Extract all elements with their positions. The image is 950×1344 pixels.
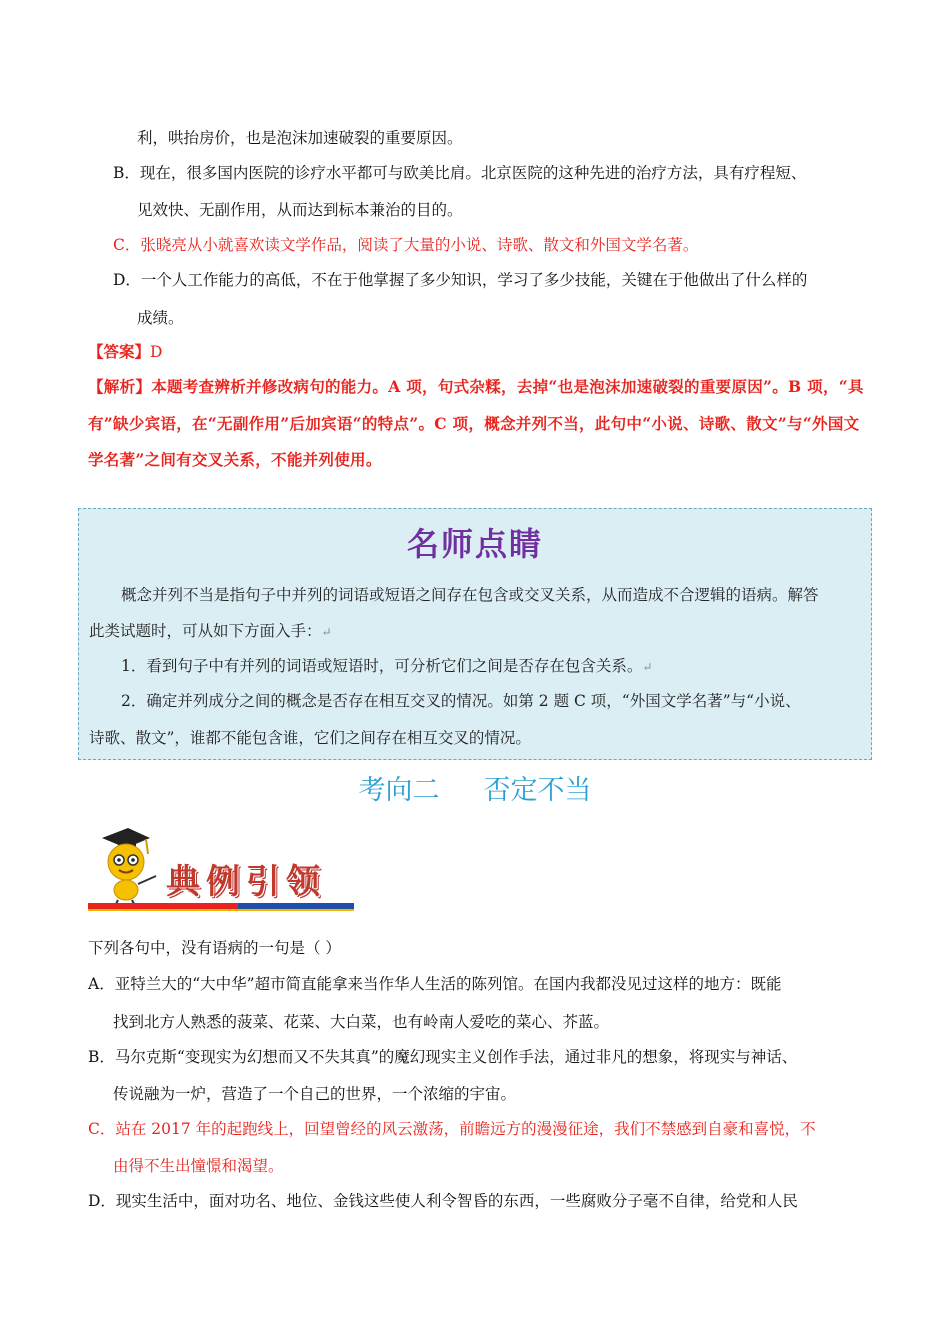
example-banner [88, 826, 354, 916]
q2-option-d-line1: D．现实生活中，面对功名、地位、金钱这些使人利令智昏的东西，一些腐败分子毫不自律，给党和人民 [88, 1192, 798, 1210]
section-heading [0, 768, 950, 807]
q1-option-b-line2: 见效快、无副作用，从而达到标本兼治的目的。 [137, 201, 463, 219]
analysis-tag: 【解析】 [88, 377, 152, 396]
q1-option-c: C．张晓亮从小就喜欢读文学作品，阅读了大量的小说、诗歌、散文和外国文学名著。 [113, 236, 699, 254]
answer-tag: 【答案】 [88, 342, 151, 361]
tip-box [78, 508, 872, 760]
q2-option-b-line1: B．马尔克斯“变现实为幻想而又不失其真”的魔幻现实主义创作手法，通过非凡的想象，将现实与神话、 [88, 1048, 798, 1066]
tip-item-2-line2: 诗歌、散文”，谁都不能包含谁，它们之间存在相互交叉的情况。 [89, 729, 531, 747]
q2-option-a-line1: A．亚特兰大的“大中华”超市简直能拿来当作华人生活的陈列馆。在国内我都没见过这样的地方：既能 [88, 975, 782, 993]
section-label: 考向二 [358, 775, 440, 806]
q1-option-d-line1: D．一个人工作能力的高低，不在于他掌握了多少知识，学习了多少技能，关键在于他做出了什么样的 [113, 271, 808, 289]
q2-option-c-line2: 由得不生出憧憬和渴望。 [113, 1157, 284, 1175]
tip-item-2-line1: 2．确定并列成分之间的概念是否存在相互交叉的情况。如第 2 题 C 项，“外国文学名著”与“小说、 [121, 692, 801, 710]
tip-box-title: 名师点睛 [406, 525, 543, 563]
q2-option-c-line1: C．站在 2017 年的起跑线上，回望曾经的风云激荡，前瞻远方的漫漫征途，我们不禁感到自豪和喜悦，不 [88, 1120, 816, 1138]
tip-paragraph-line2: 此类试题时，可从如下方面入手：↵ [89, 622, 332, 640]
q1-option-d-line2: 成绩。 [137, 309, 184, 327]
q1-option-b-line1: B．现在，很多国内医院的诊疗水平都可与欧美比肩。北京医院的这种先进的治疗方法，具有疗程短、 [113, 164, 807, 182]
tip-paragraph-line1: 概念并列不当是指句子中并列的词语或短语之间存在包含或交叉关系，从而造成不合逻辑的语病。解答 [121, 586, 819, 604]
q1-option-a-continued: 利，哄抬房价，也是泡沫加速破裂的重要原因。 [137, 129, 463, 147]
q1-answer [88, 342, 162, 362]
tip-item-1: 1．看到句子中有并列的词语或短语时，可分析它们之间是否存在包含关系。↵ [121, 657, 653, 675]
banner-text: 典例引领 [166, 862, 326, 902]
q2-option-b-line2: 传说融为一炉，营造了一个自己的世界，一个浓缩的宇宙。 [113, 1085, 517, 1103]
analysis-text: 本题考查辨析并修改病句的能力。A 项，句式杂糅，去掉“也是泡沫加速破裂的重要原因”。B 项，“具有”缺少宾语，在“无副作用”后加宾语“的特点”。C 项，概念并列不当，此句中“小说、诗歌、散文”与“外国文学名著”之间有交叉关系，不能并列使用。 [88, 377, 864, 469]
return-mark-icon: ↵ [642, 660, 653, 674]
return-mark-icon: ↵ [321, 625, 332, 639]
q2-stem: 下列各句中，没有语病的一句是（ ） [88, 939, 341, 957]
answer-value: D [150, 343, 163, 361]
q2-option-a-line2: 找到北方人熟悉的菠菜、花菜、大白菜，也有岭南人爱吃的菜心、芥蓝。 [113, 1013, 610, 1031]
section-title: 否定不当 [483, 775, 592, 806]
q1-analysis [88, 369, 868, 479]
